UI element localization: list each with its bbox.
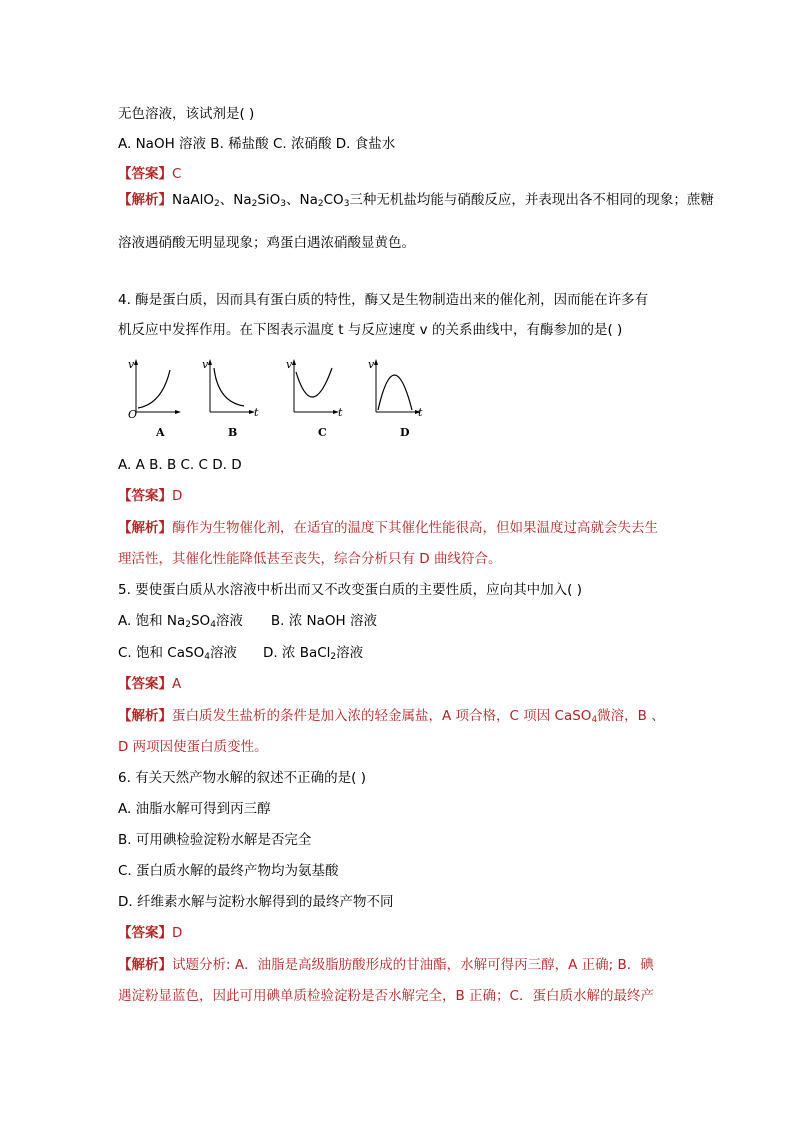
q4-options: A. A B. B C. C D. D — [118, 457, 242, 473]
answer-label: 【答案】 — [118, 676, 172, 692]
origin-label: O — [128, 408, 138, 421]
option-b: B. 浓 NaOH 溶液 — [270, 613, 377, 629]
answer-value: D — [172, 925, 183, 941]
answer-value: D — [172, 488, 183, 504]
answer-label: 【答案】 — [118, 166, 172, 182]
graph-b — [198, 356, 262, 446]
q6-option-b: B. 可用碘检验淀粉水解是否完全 — [118, 832, 312, 848]
graph-d — [366, 356, 430, 446]
q4-analysis-line2: 理活性，其催化性能降低甚至丧失，综合分析只有 D 曲线符合。 — [118, 551, 502, 567]
q3-answer — [118, 164, 181, 184]
graph-caption: D — [400, 426, 410, 439]
q5-stem: 5. 要使蛋白质从水溶液中析出而又不改变蛋白质的主要性质，应向其中加入( ) — [118, 582, 582, 598]
analysis-text: 微溶，B 、 — [597, 708, 665, 724]
option-c: C. 饱和 CaSO — [118, 645, 205, 661]
q6-answer — [118, 923, 182, 943]
q6-analysis-line2: 遇淀粉显蓝色，因此可用碘单质检验淀粉是否水解完全，B 正确；C．蛋白质水解的最终产 — [118, 988, 654, 1004]
analysis-text: NaAlO — [172, 192, 214, 208]
option-c: 溶液 — [209, 645, 237, 661]
axis-v-label: v — [128, 358, 135, 371]
analysis-text: 酶作为生物催化剂，在适宜的温度下其催化性能很高，但如果温度过高就会失去生 — [172, 520, 658, 536]
subscript: 2 — [213, 199, 220, 209]
graph-c — [282, 356, 346, 446]
subscript: 2 — [251, 199, 258, 209]
analysis-label: 【解析】 — [118, 520, 172, 536]
subscript: 4 — [210, 620, 216, 630]
analysis-text: 试题分析: A．油脂是高级脂肪酸形成的甘油酯，水解可得丙三醇，A 正确; B．碘 — [172, 957, 654, 973]
q3-analysis-line1 — [118, 190, 714, 210]
axis-v-label: v — [202, 358, 209, 371]
axis-t-label: t — [418, 406, 423, 419]
analysis-text: SiO — [257, 192, 281, 208]
q5-options-ab — [118, 611, 377, 631]
analysis-label: 【解析】 — [118, 708, 172, 724]
q5-answer — [118, 674, 181, 694]
option-d: 溶液 — [336, 645, 364, 661]
q6-option-d: D. 纤维素水解与淀粉水解得到的最终产物不同 — [118, 894, 394, 910]
subscript: 2 — [330, 652, 337, 662]
answer-label: 【答案】 — [118, 925, 172, 941]
q6-option-a: A. 油脂水解可得到丙三醇 — [118, 801, 271, 817]
graph-caption: B — [228, 426, 238, 439]
option-a: 溶液 — [215, 613, 243, 629]
axis-v-label: v — [368, 358, 375, 371]
subscript: 3 — [343, 199, 350, 209]
subscript: 4 — [204, 652, 210, 662]
analysis-text: 蛋白质发生盐析的条件是加入浓的轻金属盐，A 项合格，C 项因 CaSO — [172, 708, 592, 724]
answer-value: C — [172, 166, 182, 182]
q4-analysis-line1 — [118, 518, 658, 538]
subscript: 3 — [280, 199, 287, 209]
q5-analysis-line1 — [118, 706, 665, 726]
axis-t-label: t — [254, 406, 259, 419]
graph-a — [118, 356, 182, 446]
q6-option-c: C. 蛋白质水解的最终产物均为氨基酸 — [118, 863, 339, 879]
analysis-label: 【解析】 — [118, 957, 172, 973]
q6-stem: 6. 有关天然产物水解的叙述不正确的是( ) — [118, 770, 366, 786]
analysis-label: 【解析】 — [118, 192, 172, 208]
subscript: 4 — [591, 715, 598, 725]
q6-analysis-line1 — [118, 955, 654, 975]
q4-stem-line1: 4. 酶是蛋白质，因而具有蛋白质的特性，酶又是生物制造出来的催化剂，因而能在许多有 — [118, 292, 649, 308]
analysis-text: 、Na — [219, 192, 252, 208]
q3-analysis-line2: 溶液遇硝酸无明显现象；鸡蛋白遇浓硝酸显黄色。 — [118, 235, 415, 251]
q4-stem-line2: 机反应中发挥作用。在下图表示温度 t 与反应速度 v 的关系曲线中，有酶参加的是( ) — [118, 322, 623, 338]
option-a: SO — [190, 613, 211, 629]
answer-label: 【答案】 — [118, 488, 172, 504]
analysis-text: 、Na — [286, 192, 318, 208]
option-a: A. 饱和 Na — [118, 613, 186, 629]
graph-caption: A — [156, 426, 165, 439]
answer-value: A — [172, 676, 182, 692]
analysis-text: CO — [323, 192, 344, 208]
subscript: 2 — [185, 620, 191, 630]
axis-t-label: t — [338, 406, 343, 419]
graph-caption: C — [318, 426, 327, 439]
q3-options: A. NaOH 溶液 B. 稀盐酸 C. 浓硝酸 D. 食盐水 — [118, 136, 396, 152]
analysis-text: 三种无机盐均能与硝酸反应，并表现出各不相同的现象；蔗糖 — [349, 192, 714, 208]
q4-answer — [118, 486, 182, 506]
q5-analysis-line2: D 两项因使蛋白质变性。 — [118, 739, 268, 755]
axis-v-label: v — [286, 358, 293, 371]
q3-stem-tail: 无色溶液，该试剂是( ) — [118, 106, 255, 122]
option-d: D. 浓 BaCl — [262, 645, 331, 661]
subscript: 2 — [317, 199, 324, 209]
rate-temperature-graphs — [118, 356, 438, 446]
q5-options-cd — [118, 643, 363, 663]
